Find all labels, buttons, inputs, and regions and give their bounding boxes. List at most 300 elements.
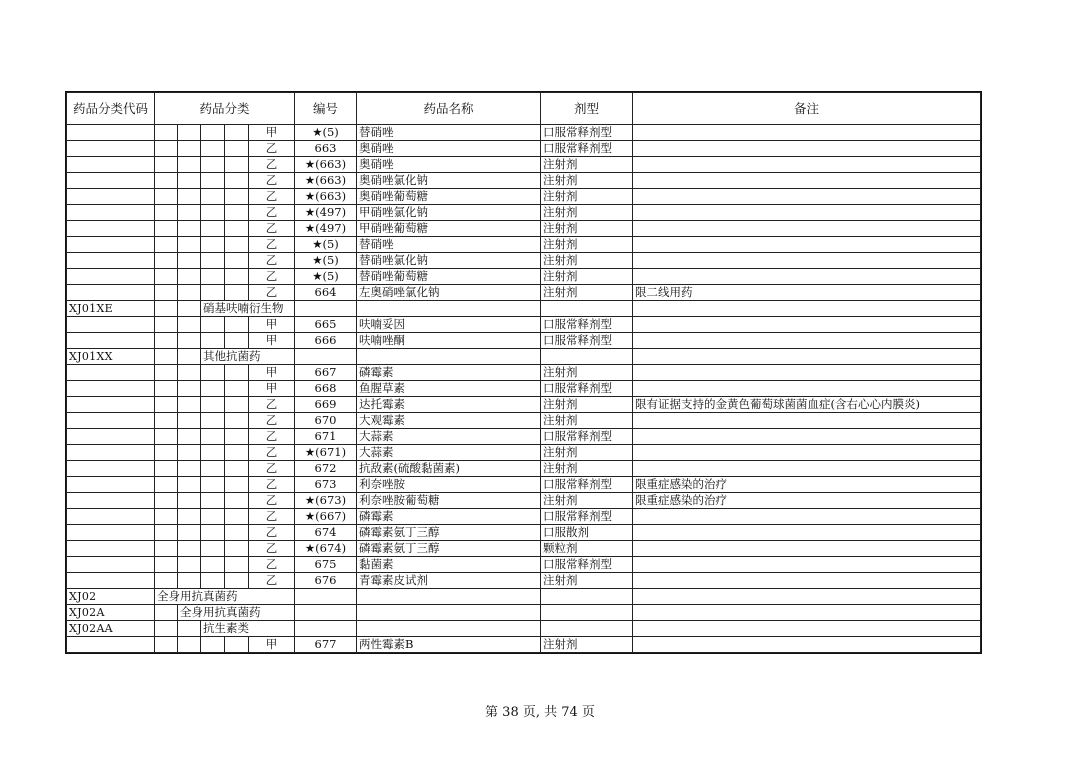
table-row (67, 573, 981, 589)
cell-code (67, 125, 155, 141)
cell-dosage-form (541, 349, 633, 365)
cell-category-indent (225, 573, 249, 589)
cell-category-l3: 其他抗菌药 (201, 349, 295, 365)
table-body (67, 125, 981, 653)
cell-category-indent (178, 621, 201, 637)
cell-dosage-form: 口服常释剂型 (541, 317, 633, 333)
cell-drug-name (357, 301, 541, 317)
cell-remark (633, 237, 981, 253)
cell-remark (633, 125, 981, 141)
cell-category-indent (201, 205, 225, 221)
cell-category-indent (225, 285, 249, 301)
cell-category-indent (201, 333, 225, 349)
cell-code (67, 637, 155, 653)
cell-category-indent (201, 493, 225, 509)
cell-remark (633, 445, 981, 461)
cell-dosage-form: 注射剂 (541, 285, 633, 301)
cell-category-indent (178, 205, 201, 221)
cell-category-indent (225, 557, 249, 573)
cell-category-indent (225, 141, 249, 157)
cell-drug-name: 利奈唑胺葡萄糖 (357, 493, 541, 509)
cell-level: 乙 (249, 461, 295, 477)
cell-category-indent (201, 429, 225, 445)
cell-drug-name: 呋喃妥因 (357, 317, 541, 333)
table-row (67, 445, 981, 461)
cell-drug-name: 奥硝唑 (357, 157, 541, 173)
cell-number: ★(674) (295, 541, 357, 557)
cell-category-indent (178, 221, 201, 237)
cell-category-indent (225, 381, 249, 397)
cell-drug-name: 青霉素皮试剂 (357, 573, 541, 589)
cell-category-indent (155, 141, 178, 157)
cell-number (295, 605, 357, 621)
cell-remark (633, 301, 981, 317)
cell-code: XJ01XE (67, 301, 155, 317)
cell-category-indent (155, 333, 178, 349)
cell-number: 674 (295, 525, 357, 541)
table-row (67, 589, 981, 605)
cell-category-indent (225, 189, 249, 205)
cell-code (67, 461, 155, 477)
cell-number: ★(5) (295, 253, 357, 269)
cell-level: 乙 (249, 541, 295, 557)
cell-remark (633, 221, 981, 237)
cell-category-indent (155, 445, 178, 461)
cell-remark (633, 525, 981, 541)
header-remark: 备注 (633, 93, 981, 125)
cell-dosage-form: 注射剂 (541, 157, 633, 173)
cell-number: ★(5) (295, 237, 357, 253)
cell-remark: 限二线用药 (633, 285, 981, 301)
cell-code (67, 365, 155, 381)
header-code: 药品分类代码 (67, 93, 155, 125)
drug-catalog-table (66, 92, 981, 653)
cell-level: 甲 (249, 381, 295, 397)
cell-category-indent (178, 333, 201, 349)
cell-category-indent (225, 253, 249, 269)
cell-number (295, 589, 357, 605)
cell-remark (633, 621, 981, 637)
cell-category-indent (155, 477, 178, 493)
cell-number: 672 (295, 461, 357, 477)
cell-code: XJ02AA (67, 621, 155, 637)
cell-code: XJ02 (67, 589, 155, 605)
cell-level: 乙 (249, 189, 295, 205)
cell-category-indent (155, 301, 178, 317)
cell-drug-name: 大蒜素 (357, 429, 541, 445)
cell-category-indent (178, 477, 201, 493)
header-form: 剂型 (541, 93, 633, 125)
cell-number: 663 (295, 141, 357, 157)
cell-drug-name: 两性霉素B (357, 637, 541, 653)
cell-category-indent (178, 509, 201, 525)
cell-level: 乙 (249, 173, 295, 189)
cell-number: 669 (295, 397, 357, 413)
cell-category-indent (201, 125, 225, 141)
cell-number: ★(671) (295, 445, 357, 461)
cell-code (67, 189, 155, 205)
table-row (67, 205, 981, 221)
cell-number: 667 (295, 365, 357, 381)
cell-dosage-form: 注射剂 (541, 253, 633, 269)
cell-code (67, 509, 155, 525)
cell-drug-name: 达托霉素 (357, 397, 541, 413)
table-row (67, 157, 981, 173)
cell-remark (633, 509, 981, 525)
cell-category-indent (178, 269, 201, 285)
cell-category-indent (201, 557, 225, 573)
cell-level: 甲 (249, 365, 295, 381)
cell-category-indent (178, 317, 201, 333)
cell-dosage-form: 口服常释剂型 (541, 429, 633, 445)
table-row (67, 141, 981, 157)
cell-drug-name: 奥硝唑 (357, 141, 541, 157)
cell-remark (633, 429, 981, 445)
cell-dosage-form (541, 589, 633, 605)
table-header-row (67, 93, 981, 125)
cell-dosage-form (541, 301, 633, 317)
cell-dosage-form: 注射剂 (541, 173, 633, 189)
cell-category-indent (225, 413, 249, 429)
cell-category-indent (178, 541, 201, 557)
cell-category-indent (178, 573, 201, 589)
cell-drug-name: 奥硝唑氯化钠 (357, 173, 541, 189)
cell-number: ★(5) (295, 269, 357, 285)
cell-code (67, 573, 155, 589)
cell-category-l3: 抗生素类 (201, 621, 295, 637)
table-row (67, 429, 981, 445)
cell-category-indent (178, 237, 201, 253)
cell-category-indent (178, 493, 201, 509)
cell-level: 甲 (249, 125, 295, 141)
cell-category-indent (225, 221, 249, 237)
cell-level: 乙 (249, 141, 295, 157)
cell-code (67, 477, 155, 493)
cell-category-indent (225, 157, 249, 173)
cell-drug-name: 磷霉素氨丁三醇 (357, 541, 541, 557)
table-row (67, 621, 981, 637)
cell-number: ★(667) (295, 509, 357, 525)
cell-category-indent (225, 541, 249, 557)
cell-category-indent (178, 157, 201, 173)
cell-category-indent (178, 445, 201, 461)
cell-number: 676 (295, 573, 357, 589)
cell-category-indent (201, 141, 225, 157)
cell-code: XJ02A (67, 605, 155, 621)
cell-category-indent (201, 525, 225, 541)
cell-category-indent (201, 269, 225, 285)
cell-category-indent (225, 397, 249, 413)
cell-category-indent (155, 317, 178, 333)
header-number: 编号 (295, 93, 357, 125)
cell-category-indent (225, 477, 249, 493)
cell-category-indent (155, 173, 178, 189)
cell-drug-name (357, 349, 541, 365)
cell-number: ★(663) (295, 189, 357, 205)
cell-category-indent (225, 317, 249, 333)
cell-category-indent (155, 429, 178, 445)
cell-code (67, 317, 155, 333)
cell-remark (633, 365, 981, 381)
cell-level: 乙 (249, 557, 295, 573)
cell-category-indent (178, 301, 201, 317)
cell-drug-name: 甲硝唑葡萄糖 (357, 221, 541, 237)
cell-dosage-form: 注射剂 (541, 189, 633, 205)
cell-remark: 限有证据支持的金黄色葡萄球菌菌血症(含右心心内膜炎) (633, 397, 981, 413)
cell-number: ★(497) (295, 205, 357, 221)
cell-category-indent (201, 461, 225, 477)
cell-category-indent (225, 205, 249, 221)
cell-drug-name: 利奈唑胺 (357, 477, 541, 493)
cell-category-indent (155, 557, 178, 573)
cell-dosage-form: 注射剂 (541, 573, 633, 589)
cell-number: ★(663) (295, 157, 357, 173)
cell-category-indent (225, 461, 249, 477)
cell-level: 甲 (249, 333, 295, 349)
cell-category-indent (155, 493, 178, 509)
cell-dosage-form: 口服常释剂型 (541, 557, 633, 573)
cell-code (67, 381, 155, 397)
cell-category-indent (201, 445, 225, 461)
cell-dosage-form (541, 621, 633, 637)
cell-number: 670 (295, 413, 357, 429)
cell-level: 乙 (249, 525, 295, 541)
cell-category-indent (178, 349, 201, 365)
cell-dosage-form: 注射剂 (541, 221, 633, 237)
table-row (67, 301, 981, 317)
cell-code (67, 253, 155, 269)
cell-category-indent (201, 285, 225, 301)
cell-category-indent (225, 237, 249, 253)
cell-category-indent (178, 253, 201, 269)
cell-category-indent (178, 557, 201, 573)
cell-category-indent (225, 269, 249, 285)
cell-category-indent (201, 189, 225, 205)
cell-category-indent (201, 397, 225, 413)
cell-category-indent (201, 509, 225, 525)
table-row (67, 173, 981, 189)
table-row (67, 333, 981, 349)
cell-drug-name: 左奥硝唑氯化钠 (357, 285, 541, 301)
cell-number (295, 349, 357, 365)
cell-remark: 限重症感染的治疗 (633, 477, 981, 493)
cell-drug-name: 磷霉素氨丁三醇 (357, 525, 541, 541)
cell-category-indent (201, 413, 225, 429)
cell-category-indent (155, 221, 178, 237)
cell-category-l2: 全身用抗真菌药 (178, 605, 295, 621)
cell-drug-name: 呋喃唑酮 (357, 333, 541, 349)
cell-category-indent (201, 253, 225, 269)
cell-category-indent (155, 237, 178, 253)
cell-level: 乙 (249, 221, 295, 237)
cell-number: ★(497) (295, 221, 357, 237)
cell-drug-name (357, 605, 541, 621)
cell-dosage-form: 口服常释剂型 (541, 333, 633, 349)
cell-code (67, 541, 155, 557)
cell-category-indent (155, 365, 178, 381)
cell-category-indent (178, 381, 201, 397)
table-row (67, 125, 981, 141)
cell-code (67, 157, 155, 173)
cell-dosage-form: 口服常释剂型 (541, 381, 633, 397)
cell-drug-name: 黏菌素 (357, 557, 541, 573)
cell-dosage-form: 口服常释剂型 (541, 509, 633, 525)
table-row (67, 637, 981, 653)
cell-remark (633, 381, 981, 397)
cell-category-indent (178, 365, 201, 381)
cell-code (67, 557, 155, 573)
cell-category-indent (155, 621, 178, 637)
cell-code (67, 285, 155, 301)
cell-dosage-form: 注射剂 (541, 397, 633, 413)
cell-category-indent (155, 381, 178, 397)
cell-category-indent (178, 525, 201, 541)
cell-code (67, 205, 155, 221)
cell-dosage-form: 注射剂 (541, 413, 633, 429)
cell-number: 664 (295, 285, 357, 301)
table-row (67, 349, 981, 365)
cell-level: 乙 (249, 429, 295, 445)
cell-code (67, 445, 155, 461)
cell-number: 665 (295, 317, 357, 333)
cell-dosage-form: 注射剂 (541, 461, 633, 477)
cell-level: 乙 (249, 253, 295, 269)
cell-level: 乙 (249, 477, 295, 493)
cell-category-indent (178, 397, 201, 413)
cell-category-indent (201, 381, 225, 397)
cell-level: 乙 (249, 493, 295, 509)
cell-drug-name: 甲硝唑氯化钠 (357, 205, 541, 221)
cell-code (67, 269, 155, 285)
cell-category-indent (201, 573, 225, 589)
table-row (67, 237, 981, 253)
table-row (67, 509, 981, 525)
cell-category-indent (155, 285, 178, 301)
table-row (67, 397, 981, 413)
table-row (67, 541, 981, 557)
table-row (67, 269, 981, 285)
table-row (67, 605, 981, 621)
cell-category-indent (155, 413, 178, 429)
cell-category-indent (225, 445, 249, 461)
cell-code (67, 221, 155, 237)
cell-number: ★(673) (295, 493, 357, 509)
cell-code (67, 333, 155, 349)
table-row (67, 317, 981, 333)
cell-dosage-form: 注射剂 (541, 637, 633, 653)
cell-drug-name: 替硝唑氯化钠 (357, 253, 541, 269)
cell-drug-name: 大蒜素 (357, 445, 541, 461)
cell-code (67, 397, 155, 413)
cell-level: 乙 (249, 285, 295, 301)
cell-code (67, 141, 155, 157)
cell-category-indent (225, 525, 249, 541)
cell-level: 乙 (249, 397, 295, 413)
cell-category-indent (155, 189, 178, 205)
cell-level: 乙 (249, 445, 295, 461)
page-footer: 第 38 页, 共 74 页 (485, 705, 595, 720)
cell-dosage-form: 口服常释剂型 (541, 141, 633, 157)
cell-category-indent (155, 605, 178, 621)
cell-remark: 限重症感染的治疗 (633, 493, 981, 509)
cell-drug-name: 大观霉素 (357, 413, 541, 429)
table-row (67, 413, 981, 429)
cell-drug-name: 抗敌素(硫酸黏菌素) (357, 461, 541, 477)
cell-remark (633, 413, 981, 429)
cell-category-indent (225, 125, 249, 141)
cell-remark (633, 173, 981, 189)
cell-code (67, 429, 155, 445)
cell-category-indent (178, 125, 201, 141)
cell-category-indent (178, 413, 201, 429)
cell-category-indent (155, 157, 178, 173)
table-row (67, 285, 981, 301)
cell-remark (633, 605, 981, 621)
cell-category-indent (178, 461, 201, 477)
cell-category-indent (201, 477, 225, 493)
cell-category-indent (155, 573, 178, 589)
table-row (67, 493, 981, 509)
cell-dosage-form (541, 605, 633, 621)
cell-drug-name: 磷霉素 (357, 509, 541, 525)
cell-category-indent (201, 221, 225, 237)
cell-drug-name: 磷霉素 (357, 365, 541, 381)
cell-category-indent (225, 333, 249, 349)
cell-dosage-form: 颗粒剂 (541, 541, 633, 557)
cell-category-indent (155, 269, 178, 285)
cell-number: 677 (295, 637, 357, 653)
cell-drug-name (357, 621, 541, 637)
cell-category-indent (201, 541, 225, 557)
cell-category-l3: 硝基呋喃衍生物 (201, 301, 295, 317)
cell-category-indent (155, 125, 178, 141)
table-row (67, 461, 981, 477)
cell-category-indent (178, 141, 201, 157)
cell-category-indent (178, 189, 201, 205)
cell-remark (633, 349, 981, 365)
cell-dosage-form: 注射剂 (541, 237, 633, 253)
cell-category-indent (225, 637, 249, 653)
cell-code (67, 493, 155, 509)
cell-number (295, 621, 357, 637)
table-row (67, 477, 981, 493)
cell-category-l1: 全身用抗真菌药 (155, 589, 295, 605)
cell-drug-name (357, 589, 541, 605)
cell-remark (633, 573, 981, 589)
cell-number: ★(5) (295, 125, 357, 141)
cell-dosage-form: 注射剂 (541, 445, 633, 461)
cell-level: 乙 (249, 509, 295, 525)
cell-level: 乙 (249, 157, 295, 173)
cell-drug-name: 奥硝唑葡萄糖 (357, 189, 541, 205)
cell-category-indent (225, 493, 249, 509)
table-row (67, 189, 981, 205)
cell-drug-name: 替硝唑 (357, 237, 541, 253)
cell-code (67, 173, 155, 189)
cell-category-indent (178, 173, 201, 189)
cell-dosage-form: 注射剂 (541, 269, 633, 285)
table-row (67, 221, 981, 237)
cell-category-indent (225, 429, 249, 445)
table-row (67, 557, 981, 573)
cell-category-indent (201, 365, 225, 381)
cell-category-indent (155, 253, 178, 269)
cell-remark (633, 253, 981, 269)
cell-code (67, 525, 155, 541)
cell-category-indent (201, 173, 225, 189)
cell-remark (633, 189, 981, 205)
cell-number: 675 (295, 557, 357, 573)
